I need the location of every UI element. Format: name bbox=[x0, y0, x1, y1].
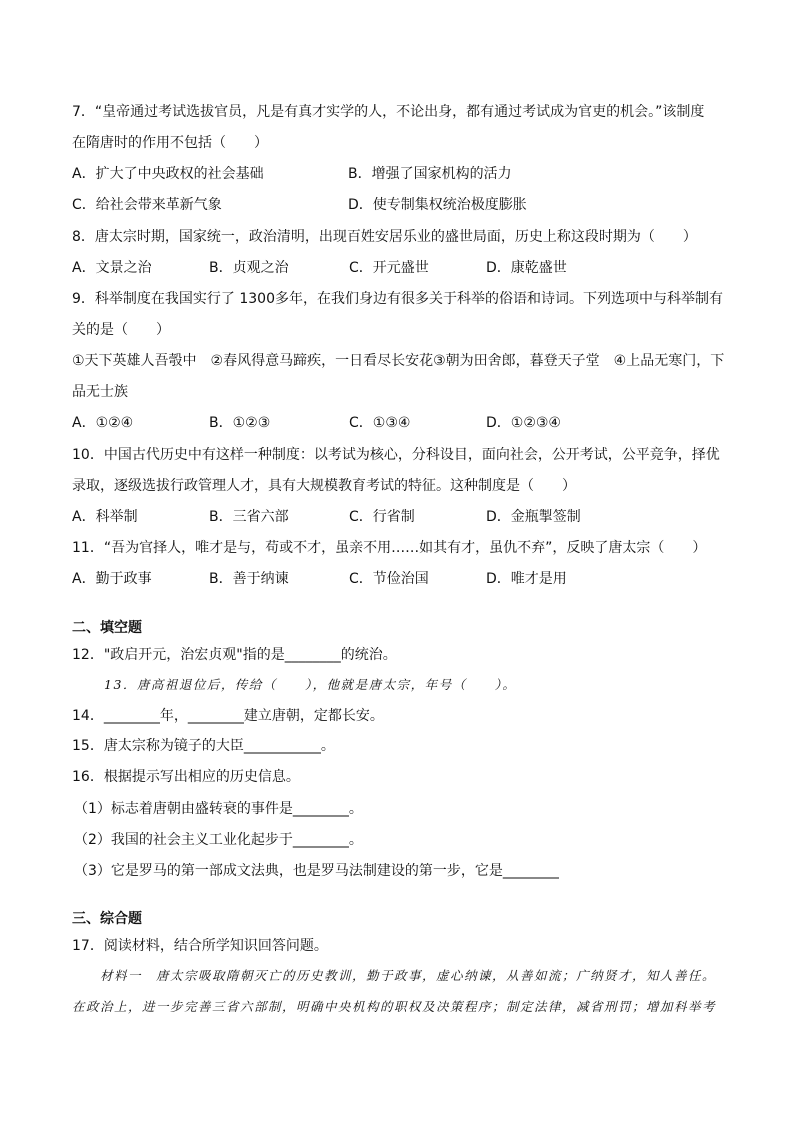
q7-options-row2 bbox=[72, 195, 712, 215]
q8-stem: 8．唐太宗时期，国家统一，政治清明，出现百姓安居乐业的盛世局面，历史上称这段时期为（ ） bbox=[72, 229, 697, 245]
q9-stem-line2: 关的是（ ） bbox=[72, 322, 170, 338]
q7-stem-line2: 在隋唐时的作用不包括（ ） bbox=[72, 135, 268, 151]
q8-option-b: B．贞观之治 bbox=[209, 260, 289, 276]
q15-text: 15．唐太宗称为镜子的大臣___________。 bbox=[72, 738, 335, 754]
q14-text: 14．________年，________建立唐朝，定都长安。 bbox=[72, 708, 384, 724]
section3-heading: 三、综合题 bbox=[72, 911, 142, 927]
q11-option-a: A．勤于政事 bbox=[72, 571, 152, 587]
q13-text: 13．唐高祖退位后，传给（ ），他就是唐太宗，年号（ ）。 bbox=[104, 677, 517, 692]
q9-options bbox=[72, 413, 712, 433]
q11-option-d: D．唯才是用 bbox=[486, 571, 567, 587]
q11-option-b: B．善于纳谏 bbox=[209, 571, 289, 587]
q8-options bbox=[72, 258, 712, 278]
q10-option-d: D．金瓶掣签制 bbox=[486, 509, 581, 525]
material1-line1: 材料一 唐太宗吸取隋朝灭亡的历史教训，勤于政事，虚心纳谏，从善如流；广纳贤才，知人善任。 bbox=[100, 968, 717, 983]
q9-option-b: B．①②③ bbox=[209, 415, 271, 431]
q10-stem-line1: 10．中国古代历史中有这样一种制度：以考试为核心，分科设目，面向社会，公开考试，公平竞争，择优 bbox=[72, 447, 720, 463]
q7-option-c: C．给社会带来革新气象 bbox=[72, 197, 222, 213]
q16-sub2: （2）我国的社会主义工业化起步于________。 bbox=[74, 832, 363, 848]
q11-stem: 11．“吾为官择人，唯才是与，苟或不才，虽亲不用……如其有才，虽仇不弃”，反映了唐太宗（ ） bbox=[72, 540, 707, 556]
section2-heading: 二、填空题 bbox=[72, 620, 142, 636]
q8-option-a: A．文景之治 bbox=[72, 260, 152, 276]
q7-option-d: D．使专制集权统治极度膨胀 bbox=[348, 197, 527, 213]
q9-option-a: A．①②④ bbox=[72, 415, 134, 431]
q9-option-d: D．①②③④ bbox=[486, 415, 561, 431]
q8-option-c: C．开元盛世 bbox=[349, 260, 429, 276]
q11-option-c: C．节俭治国 bbox=[349, 571, 429, 587]
q10-stem-line2: 录取，逐级选拔行政管理人才，具有大规模教育考试的特征。这种制度是（ ） bbox=[72, 478, 576, 494]
q7-option-a: A．扩大了中央政权的社会基础 bbox=[72, 166, 264, 182]
q8-option-d: D．康乾盛世 bbox=[486, 260, 567, 276]
q17-text: 17．阅读材料，结合所学知识回答问题。 bbox=[72, 938, 328, 954]
q16-sub1: （1）标志着唐朝由盛转衰的事件是________。 bbox=[74, 801, 363, 817]
q9-stem-line3: ①天下英雄人吾彀中 ②春风得意马蹄疾，一日看尽长安花③朝为田舍郎，暮登天子堂 ④上品无寒门，下 bbox=[72, 353, 725, 369]
q16-text: 16．根据提示写出相应的历史信息。 bbox=[72, 769, 300, 785]
q10-option-c: C．行省制 bbox=[349, 509, 415, 525]
q12-text: 12．"政启开元，治宏贞观"指的是________的统治。 bbox=[72, 647, 397, 663]
q10-option-a: A．科举制 bbox=[72, 509, 138, 525]
q7-options-row1 bbox=[72, 164, 712, 184]
q10-option-b: B．三省六部 bbox=[209, 509, 289, 525]
q16-sub3: （3）它是罗马的第一部成文法典，也是罗马法制建设的第一步，它是________ bbox=[74, 863, 559, 879]
q10-options bbox=[72, 507, 712, 527]
material1-line2: 在政治上，进一步完善三省六部制，明确中央机构的职权及决策程序；制定法律，减省刑罚；增加科举考 bbox=[72, 999, 717, 1014]
q7-option-b: B．增强了国家机构的活力 bbox=[348, 166, 512, 182]
q11-options bbox=[72, 569, 712, 589]
q7-stem-line1: 7．“皇帝通过考试选拔官员，凡是有真才实学的人，不论出身，都有通过考试成为官吏的机会。”该制度 bbox=[72, 104, 705, 120]
q9-stem-line4: 品无士族 bbox=[72, 384, 128, 400]
q9-stem-line1: 9．科举制度在我国实行了 1300多年，在我们身边有很多关于科举的俗语和诗词。下列选项中与科举制有 bbox=[72, 291, 723, 307]
q9-option-c: C．①③④ bbox=[349, 415, 411, 431]
